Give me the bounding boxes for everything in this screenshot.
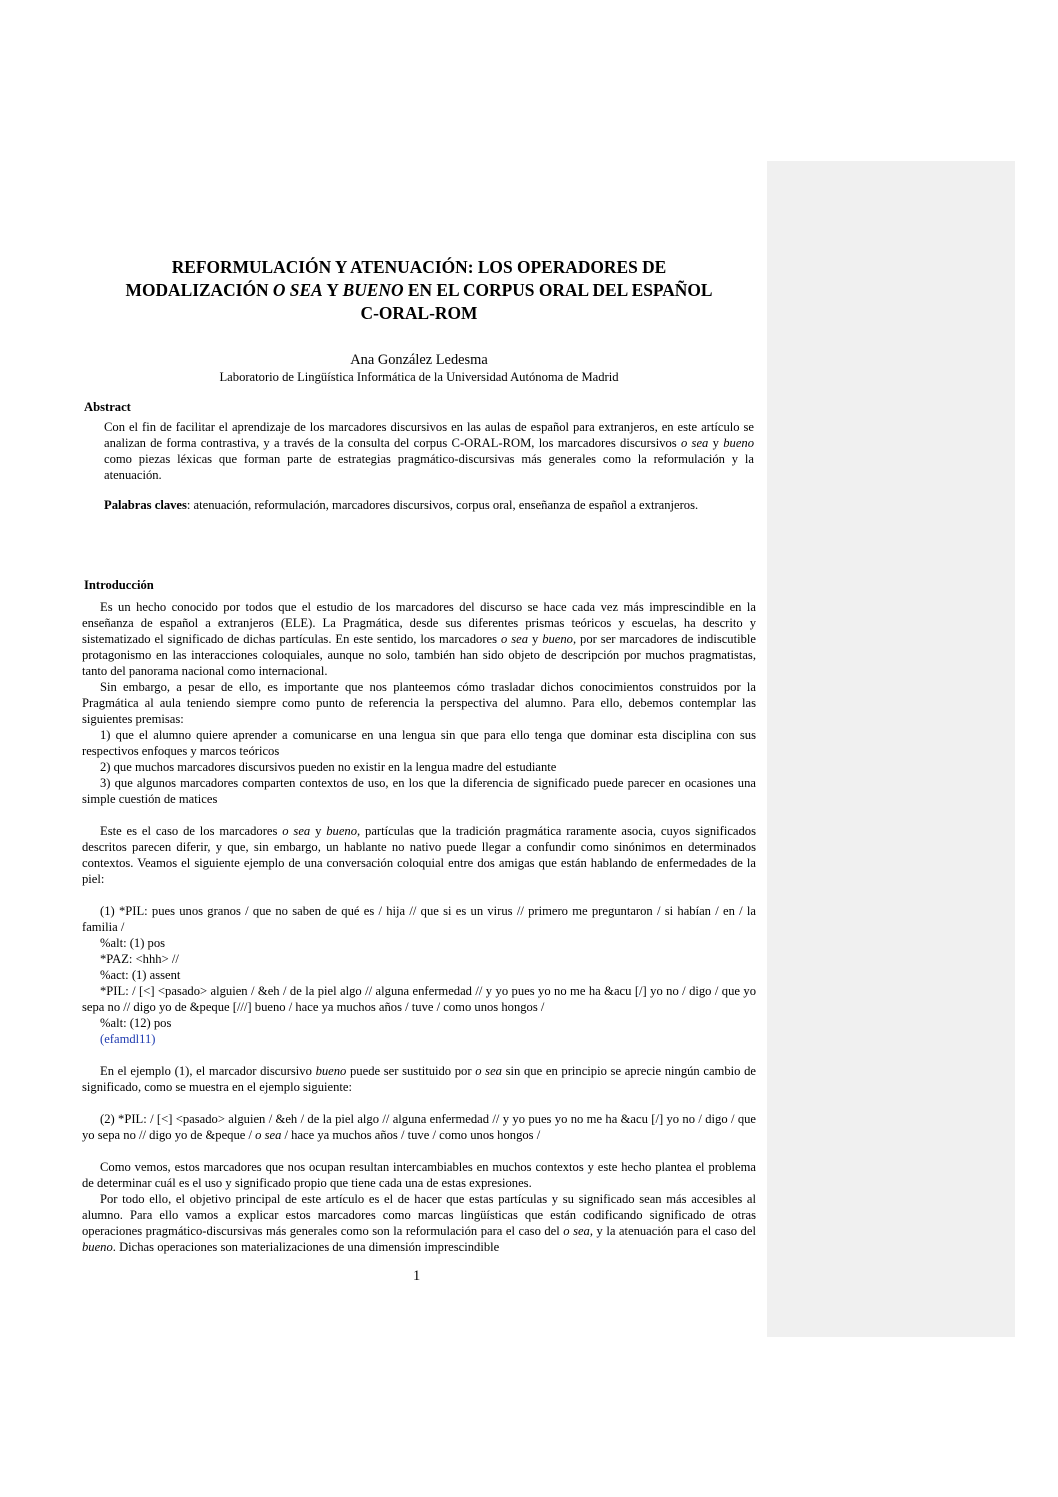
- abstract-heading: Abstract: [84, 400, 131, 414]
- p1-a: Es un hecho conocido por todos que el estudio de los marcadores del discurso se hace cada vez más imprescindible en la enseñanza de español a extranjeros (ELE). La Pragmática, desde sus diferentes prismas teóricos y escuelas, ha descrito y sistematizado el significado de dichas partículas. En este sentido, los marcadores: [82, 600, 756, 646]
- p6-c: , y la atenuación para el caso del: [589, 1224, 756, 1238]
- p3-bueno: bueno: [326, 824, 358, 838]
- premise-3: 3) que algunos marcadores comparten contextos de uso, en los que la diferencia de significado puede parecer en ocasiones una simple cuestión de matices: [82, 776, 756, 806]
- example-1-line-4: %act: (1) assent: [100, 968, 181, 982]
- abstract-body: [104, 419, 754, 483]
- p4-c: puede ser sustituido por: [346, 1064, 476, 1078]
- intro-paragraph-2: Sin embargo, a pesar de ello, es importante que nos planteemos cómo trasladar dichos conocimientos construidos por la Pragmática al aula teniendo siempre como punto de referencia la perspectiva del alumno. Para ello, debemos contemplar las siguientes premisas:: [82, 680, 756, 726]
- p4-osea: o sea: [475, 1064, 502, 1078]
- example-1-line-5: *PIL: / [<] <pasado> alguien / &eh / de la piel algo // alguna enfermedad // y yo pues yo no me ha &acu [/] yo no / digo / que yo sepa no // digo yo de &peque [///] bueno / hace ya muchos años / tuve / como unos hongos /: [82, 984, 756, 1014]
- abstract-text-a: Con el fin de facilitar el aprendizaje de los marcadores discursivos en las aulas de español para extranjeros, en este artículo se analizan de forma contrastiva, y a través de la consulta del corpus C-ORAL-ROM, los marcadores discursivos: [104, 420, 754, 450]
- p4-e: sin que en principio se aprecie ningún cambio de significado, como se muestra en el ejemplo siguiente:: [82, 1064, 756, 1094]
- p3-e: , partículas que la tradición pragmática raramente asocia, cuyos significados descritos parecen diferir, y que, sin embargo, un hablante no nativo puede llegar a confundir como sinónimos en determinados contextos. Veamos el siguiente ejemplo de una conversación coloquial entre dos amigas que están hablando de enfermedades de la piel:: [82, 824, 757, 886]
- p4-bueno: bueno: [315, 1064, 347, 1078]
- p6-a: Por todo ello, el objetivo principal de este artículo es el de hacer que estas partículas y su significado sean más accesibles al alumno. Para ello vamos a explicar estos marcadores como marcas lingüísticas que están codificando significado de otras operaciones pragmático-discursivas más generales como son la reformulación para el caso del: [82, 1192, 756, 1238]
- paper-title: [82, 256, 756, 325]
- abstract-bueno: bueno: [723, 436, 754, 450]
- page-number: 1: [413, 1268, 421, 1284]
- example-1-line-6: %alt: (12) pos: [100, 1016, 172, 1030]
- abstract-text-e: como piezas léxicas que forman parte de estrategias pragmático-discursivas más generales como la reformulación y la atenuación.: [104, 452, 754, 482]
- example-1-line-3: *PAZ: <hhh> //: [100, 952, 179, 966]
- paragraph-6: [82, 1191, 756, 1255]
- intro-heading: Introducción: [84, 578, 154, 592]
- intro-paragraph-3: [82, 823, 756, 887]
- author-name: Ana González Ledesma: [350, 352, 488, 368]
- p4-a: En el ejemplo (1), el marcador discursivo: [100, 1064, 316, 1078]
- example-1-reference-link[interactable]: (efamdl11): [100, 1032, 156, 1046]
- example-1: [82, 903, 756, 1047]
- example-2-a: (2) *PIL: / [<] <pasado> alguien / &eh / de la piel algo // alguna enfermedad // y yo pues yo no me ha &acu [/] yo no / digo / que yo sepa no // digo yo de &peque /: [82, 1112, 756, 1142]
- author-affiliation: Laboratorio de Lingüística Informática de la Universidad Autónoma de Madrid: [219, 370, 619, 384]
- abstract-osea: o sea: [680, 436, 709, 450]
- p3-a: Este es el caso de los marcadores: [100, 824, 283, 838]
- paragraph-5: Como vemos, estos marcadores que nos ocupan resultan intercambiables en muchos contextos y este hecho plantea el problema de determinar cuál es el uso y significado propio que tiene cada una de estas expresiones.: [82, 1160, 756, 1190]
- title-line-2e: EN EL CORPUS ORAL DEL ESPAÑOL: [403, 280, 713, 300]
- p3-osea: o sea: [282, 824, 311, 838]
- example-2: [82, 1111, 756, 1143]
- title-osea: O SEA: [272, 280, 323, 300]
- premise-1: 1) que el alumno quiere aprender a comunicarse en una lengua sin que para ello tenga que dominar esta disciplina con sus respectivos enfoques y marcos teóricos: [82, 728, 756, 758]
- paper-content: [82, 256, 756, 1255]
- title-line-2a: MODALIZACIÓN: [125, 280, 273, 300]
- title-bueno: BUENO: [342, 280, 404, 300]
- p1-bueno: bueno: [542, 632, 573, 646]
- example-1-line-1: (1) *PIL: pues unos granos / que no saben de qué es / hija // que si es un virus // primero me preguntaron / si habían / en / la familia /: [82, 904, 756, 934]
- example-2-osea: o sea: [255, 1128, 282, 1142]
- p6-e: . Dichas operaciones son materializaciones de una dimensión imprescindible: [112, 1240, 500, 1254]
- p6-bueno: bueno: [82, 1240, 113, 1254]
- example-1-line-2: %alt: (1) pos: [100, 936, 166, 950]
- title-line-2c: Y: [322, 280, 343, 300]
- keywords-text: : atenuación, reformulación, marcadores discursivos, corpus oral, enseñanza de español a extranjeros.: [186, 498, 699, 512]
- abstract-text-c: y: [708, 436, 724, 450]
- keywords-label: Palabras claves: [104, 498, 187, 512]
- intro-paragraph-1: [82, 599, 756, 679]
- example-2-c: / hace ya muchos años / tuve / como unos hongos /: [281, 1128, 541, 1142]
- keywords: [104, 497, 754, 513]
- paragraph-4: [82, 1063, 756, 1095]
- p3-c: y: [310, 824, 327, 838]
- p6-osea: o sea: [563, 1224, 590, 1238]
- title-line-1: REFORMULACIÓN Y ATENUACIÓN: LOS OPERADORES DE: [171, 257, 667, 277]
- p1-c: y: [528, 632, 543, 646]
- premise-2: 2) que muchos marcadores discursivos pueden no existir en la lengua madre del estudiante: [100, 760, 557, 774]
- p1-e: , por ser marcadores de indiscutible protagonismo en las interacciones coloquiales, aunque no solo, también han sido objeto de descripción por muchos pragmatistas, tanto del panorama nacional como internacional.: [82, 632, 756, 678]
- comment-pane: [767, 161, 1015, 1337]
- p1-osea: o sea: [500, 632, 528, 646]
- title-line-3: C-ORAL-ROM: [360, 303, 478, 323]
